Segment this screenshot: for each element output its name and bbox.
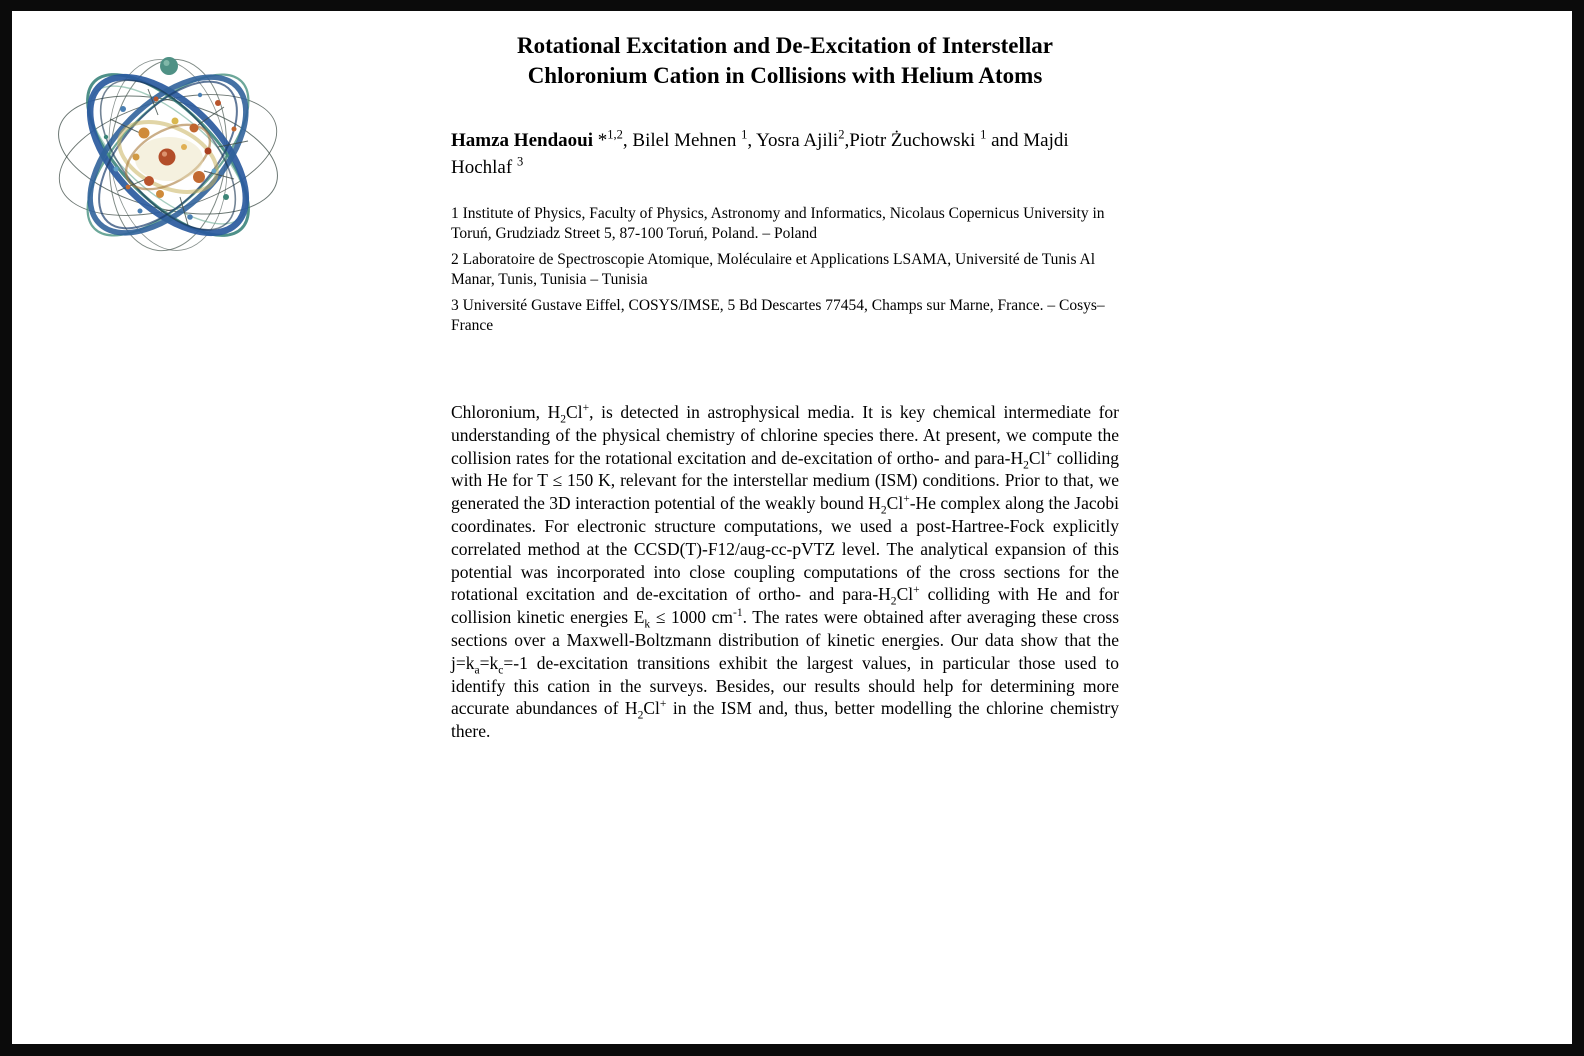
affiliation-1: 1 Institute of Physics, Faculty of Physics, Astronomy and Informatics, Nicolaus Copernicus University in Toruń, Grudziadz Street 5, 87-100 Toruń, Poland. – Poland bbox=[451, 205, 1105, 242]
atom-logo-icon bbox=[48, 27, 288, 271]
paper-title-line1: Rotational Excitation and De-Excitation of Interstellar bbox=[517, 33, 1053, 58]
affiliation-2: 2 Laboratoire de Spectroscopie Atomique, Moléculaire et Applications LSAMA, Université de Tunis Al Manar, Tunis, Tunisia – Tunisia bbox=[451, 251, 1096, 288]
affiliations bbox=[451, 204, 1119, 335]
abstract-text: Chloronium, $H_2Cl^+$, is detected in astrophysical media. It is key chemical intermediate for understanding of the physical chemistry of chlorine species there. At present, we compute the collision rates for the rotational excitation and de-excitation of ortho- and para-$H_2Cl^+$ colliding with He for T ≤ 150 K, relevant for the interstellar medium (ISM) conditions. Prior to that, we generated the 3D interaction potential of the weakly bound $H_2Cl^+-He$ complex along the Jacobi coordinates. For electronic structure computations, we used a post-Hartree-Fock explicitly correlated method at the CCSD(T)-F12/aug-cc-pVTZ level. The analytical expansion of this potential was incorporated into close coupling computations of the cross sections for the rotational excitation and de-excitation of ortho- and para-$H_2Cl^+$ colliding with He and for collision kinetic energies $E_k \le 1000$ $cm^{-1}$. The rates were obtained after averaging these cross sections over a Maxwell-Boltzmann distribution of kinetic energies. Our data show that the $j=k_a=k_c=-1$ de-excitation transitions exhibit the largest values, in particular those used to identify this cation in the surveys. Besides, our results should help for determining more accurate abundances of $H_2Cl^+$ in the ISM and, thus, better modelling the chlorine chemistry there. bbox=[451, 402, 1120, 742]
author-line: Hamza Hendaoui *$^{1,2}$, Bilel Mehnen $^1$, Yosra Ajili$^2$,Piotr Żuchowski $^1$ and Majdi Hochlaf $^3$ bbox=[451, 127, 1069, 178]
paper-page bbox=[12, 11, 1572, 1044]
paper-title bbox=[451, 31, 1119, 91]
atom-logo bbox=[48, 27, 288, 271]
paper-title-line2: Chloronium Cation in Collisions with Helium Atoms bbox=[527, 63, 1043, 88]
affiliation-3: 3 Université Gustave Eiffel, COSYS/IMSE, 5 Bd Descartes 77454, Champs sur Marne, France. – Cosys– France bbox=[451, 297, 1105, 334]
paper-content bbox=[451, 11, 1119, 760]
